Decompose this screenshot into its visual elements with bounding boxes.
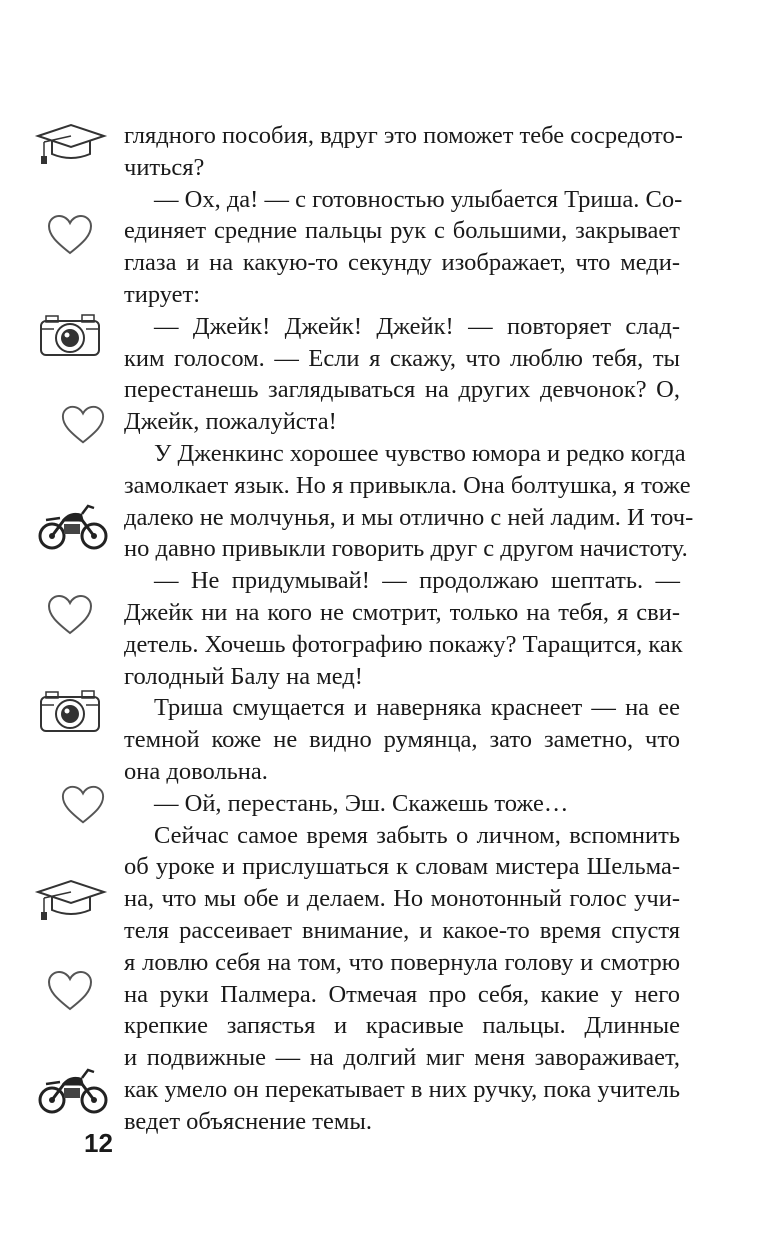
- heart-icon: [60, 784, 106, 826]
- camera-icon: [38, 688, 102, 734]
- text-line: голодный Балу на мед!: [124, 662, 363, 690]
- margin-decorations: [0, 0, 115, 1240]
- heart-icon: [46, 970, 94, 1012]
- text-line: она довольна.: [124, 757, 268, 785]
- text-line: далеко не молчунья, и мы отлично с ней ладим. И точ-: [124, 503, 694, 531]
- heart-icon: [46, 214, 94, 256]
- text-line: но давно привыкли говорить друг с другом начистоту.: [124, 535, 688, 563]
- page-number: 12: [84, 1128, 113, 1158]
- heart-icon: [46, 594, 94, 636]
- text-line: перестанешь заглядываться на других девчонок? О,: [124, 376, 680, 404]
- text-line: У Дженкинс хорошее чувство юмора и редко когда: [154, 439, 686, 467]
- text-line: — Ой, перестань, Эш. Скажешь тоже…: [154, 789, 569, 817]
- text-line: читься?: [124, 153, 205, 181]
- text-line: Триша смущается и наверняка краснеет — на ее: [154, 694, 680, 722]
- text-line: детель. Хочешь фотографию покажу? Таращится, как: [124, 630, 683, 658]
- text-line: ведет объяснение темы.: [124, 1107, 372, 1135]
- heart-icon: [60, 404, 106, 446]
- graduation-cap-icon: [34, 122, 108, 166]
- camera-icon: [38, 312, 102, 358]
- text-line: темной коже не видно румянца, зато заметно, что: [124, 726, 680, 754]
- text-line: — Джейк! Джейк! Джейк! — повторяет слад-: [154, 312, 680, 340]
- text-line: на, что мы обе и делаем. Но монотонный голос учи-: [124, 885, 680, 913]
- motorcycle-icon: [38, 500, 108, 552]
- text-line: на руки Палмера. Отмечая про себя, какие у него: [124, 980, 680, 1008]
- text-line: ким голосом. — Если я скажу, что люблю тебя, ты: [124, 344, 680, 372]
- text-line: об уроке и прислушаться к словам мистера Шельма-: [124, 853, 680, 881]
- text-line: и подвижные — на долгий миг меня завораживает,: [124, 1044, 680, 1072]
- body-text: [124, 120, 694, 1138]
- text-line: Джейк, пожалуйста!: [124, 408, 337, 436]
- text-line: теля рассеивает внимание, и какое-то время спустя: [124, 916, 680, 944]
- text-line: — Не придумывай! — продолжаю шептать. —: [154, 567, 680, 595]
- text-line: крепкие запястья и красивые пальцы. Длинные: [124, 1012, 680, 1040]
- text-line: глаза и на какую-то секунду изображает, что меди-: [124, 249, 680, 277]
- text-line: Джейк ни на кого не смотрит, только на тебя, я сви-: [124, 598, 680, 626]
- text-line: — Ох, да! — с готовностью улыбается Триша. Со-: [154, 185, 683, 213]
- text-line: я ловлю себя на том, что повернула голову и смотрю: [124, 948, 680, 976]
- text-line: замолкает язык. Но я привыкла. Она болтушка, я тоже: [124, 471, 691, 499]
- graduation-cap-icon: [34, 878, 108, 922]
- text-line: тирует:: [124, 280, 201, 308]
- text-line: Сейчас самое время забыть о личном, вспомнить: [154, 821, 680, 849]
- text-line: как умело он перекатывает в них ручку, пока учитель: [124, 1075, 680, 1103]
- motorcycle-icon: [38, 1064, 108, 1116]
- text-line: глядного пособия, вдруг это поможет тебе сосредото-: [124, 122, 683, 149]
- text-line: единяет средние пальцы рук с большими, закрывает: [124, 217, 680, 245]
